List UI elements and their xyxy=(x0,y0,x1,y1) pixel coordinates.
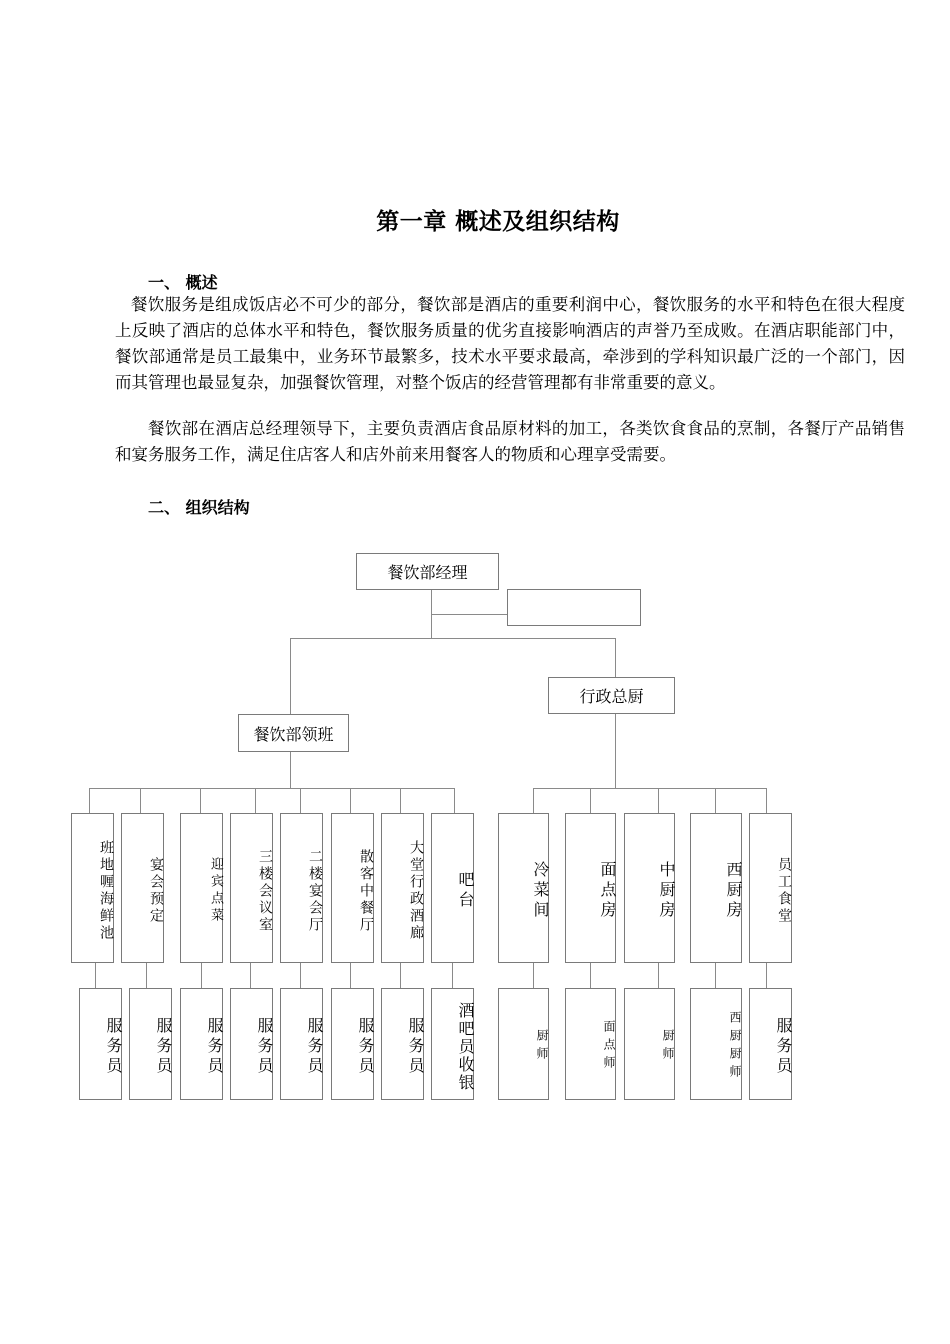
overview-paragraph-2: 餐饮部在酒店总经理领导下，主要负责酒店食品原材料的加工，各类饮食食品的烹制，各餐厅产品销售和宴务服务工作，满足住店客人和店外前来用餐客人的物质和心理享受需要。 xyxy=(115,419,905,464)
org-box-executive-chef: 行政总厨 xyxy=(548,677,675,714)
connector-line xyxy=(255,788,256,813)
org-box-staff: 服务员 xyxy=(331,988,374,1100)
connector-line xyxy=(715,963,716,988)
org-box-staff: 服务员 xyxy=(129,988,172,1100)
connector-line xyxy=(715,788,716,813)
org-box-western-kitchen: 西厨房 xyxy=(690,813,742,963)
org-box-chinese-restaurant: 散客中餐厅 xyxy=(331,813,374,963)
connector-line xyxy=(290,752,291,788)
org-box-2f-banquet-hall: 二楼宴会厅 xyxy=(280,813,323,963)
connector-line xyxy=(200,788,201,813)
org-box-assistant xyxy=(507,589,641,626)
org-box-banquet-booking: 宴会预定 xyxy=(121,813,164,963)
org-box-3f-meeting-room: 三楼会议室 xyxy=(230,813,273,963)
connector-line xyxy=(400,963,401,988)
org-box-staff-canteen: 员工食堂 xyxy=(749,813,792,963)
org-box-staff: 服务员 xyxy=(749,988,792,1100)
connector-line xyxy=(766,788,767,813)
org-box-cook: 厨师 xyxy=(498,988,549,1100)
org-box-pastry-chef: 面点师 xyxy=(565,988,616,1100)
org-box-staff: 服务员 xyxy=(79,988,122,1100)
connector-line xyxy=(350,963,351,988)
section-heading-overview: 一、 概述 xyxy=(148,273,218,292)
org-box-bar: 吧台 xyxy=(431,813,474,963)
connector-line xyxy=(290,638,616,639)
connector-line xyxy=(590,788,591,813)
org-box-supervisor: 餐饮部领班 xyxy=(238,714,349,752)
org-box-manager: 餐饮部经理 xyxy=(356,553,499,590)
org-box-staff: 服务员 xyxy=(230,988,273,1100)
org-box-staff: 服务员 xyxy=(381,988,424,1100)
org-box-lobby-lounge: 大堂行政酒廊 xyxy=(381,813,424,963)
connector-line xyxy=(658,963,659,988)
connector-line xyxy=(454,788,455,813)
connector-line xyxy=(140,788,141,813)
connector-line xyxy=(766,963,767,988)
org-box-western-chef: 西厨厨师 xyxy=(690,988,742,1100)
connector-line xyxy=(89,788,90,813)
connector-line xyxy=(290,638,291,714)
org-box-pastry-kitchen: 面点房 xyxy=(565,813,616,963)
org-box-staff: 服务员 xyxy=(180,988,223,1100)
connector-line xyxy=(533,963,534,988)
org-box-reception-ordering: 迎宾点菜 xyxy=(180,813,223,963)
connector-line xyxy=(590,963,591,988)
connector-line xyxy=(201,963,202,988)
connector-line xyxy=(350,788,351,813)
org-box-cold-kitchen: 冷菜间 xyxy=(498,813,549,963)
org-box-seafood-pool: 班地喱海鲜池 xyxy=(71,813,114,963)
connector-line xyxy=(452,963,453,988)
connector-line xyxy=(146,963,147,988)
connector-line xyxy=(300,788,301,813)
connector-line xyxy=(533,788,534,813)
section-heading-org-structure: 二、 组织结构 xyxy=(148,498,250,517)
connector-line xyxy=(250,963,251,988)
page-title: 第一章 概述及组织结构 xyxy=(376,209,620,235)
connector-line xyxy=(300,963,301,988)
org-box-staff: 服务员 xyxy=(280,988,323,1100)
connector-line xyxy=(400,788,401,813)
org-box-cook: 厨师 xyxy=(624,988,675,1100)
connector-line xyxy=(431,614,507,615)
org-box-chinese-kitchen: 中厨房 xyxy=(624,813,675,963)
connector-line xyxy=(533,788,767,789)
overview-paragraph-1: 餐饮服务是组成饭店必不可少的部分，餐饮部是酒店的重要利润中心，餐饮服务的水平和特色在很大程度上反映了酒店的总体水平和特色，餐饮服务质量的优劣直接影响酒店的声誉乃至成败。在酒店职能部门中，餐饮部通常是员工最集中，业务环节最繁多，技术水平要求最高，牵涉到的学科知识最广泛的一个部门，因而其管理也最显复杂，加强餐饮管理，对整个饭店的经营管理都有非常重要的意义。 xyxy=(115,295,905,392)
connector-line xyxy=(615,714,616,788)
connector-line xyxy=(615,638,616,677)
connector-line xyxy=(658,788,659,813)
org-box-bar-cashier: 酒吧员收银 xyxy=(431,988,474,1100)
connector-line xyxy=(95,963,96,988)
